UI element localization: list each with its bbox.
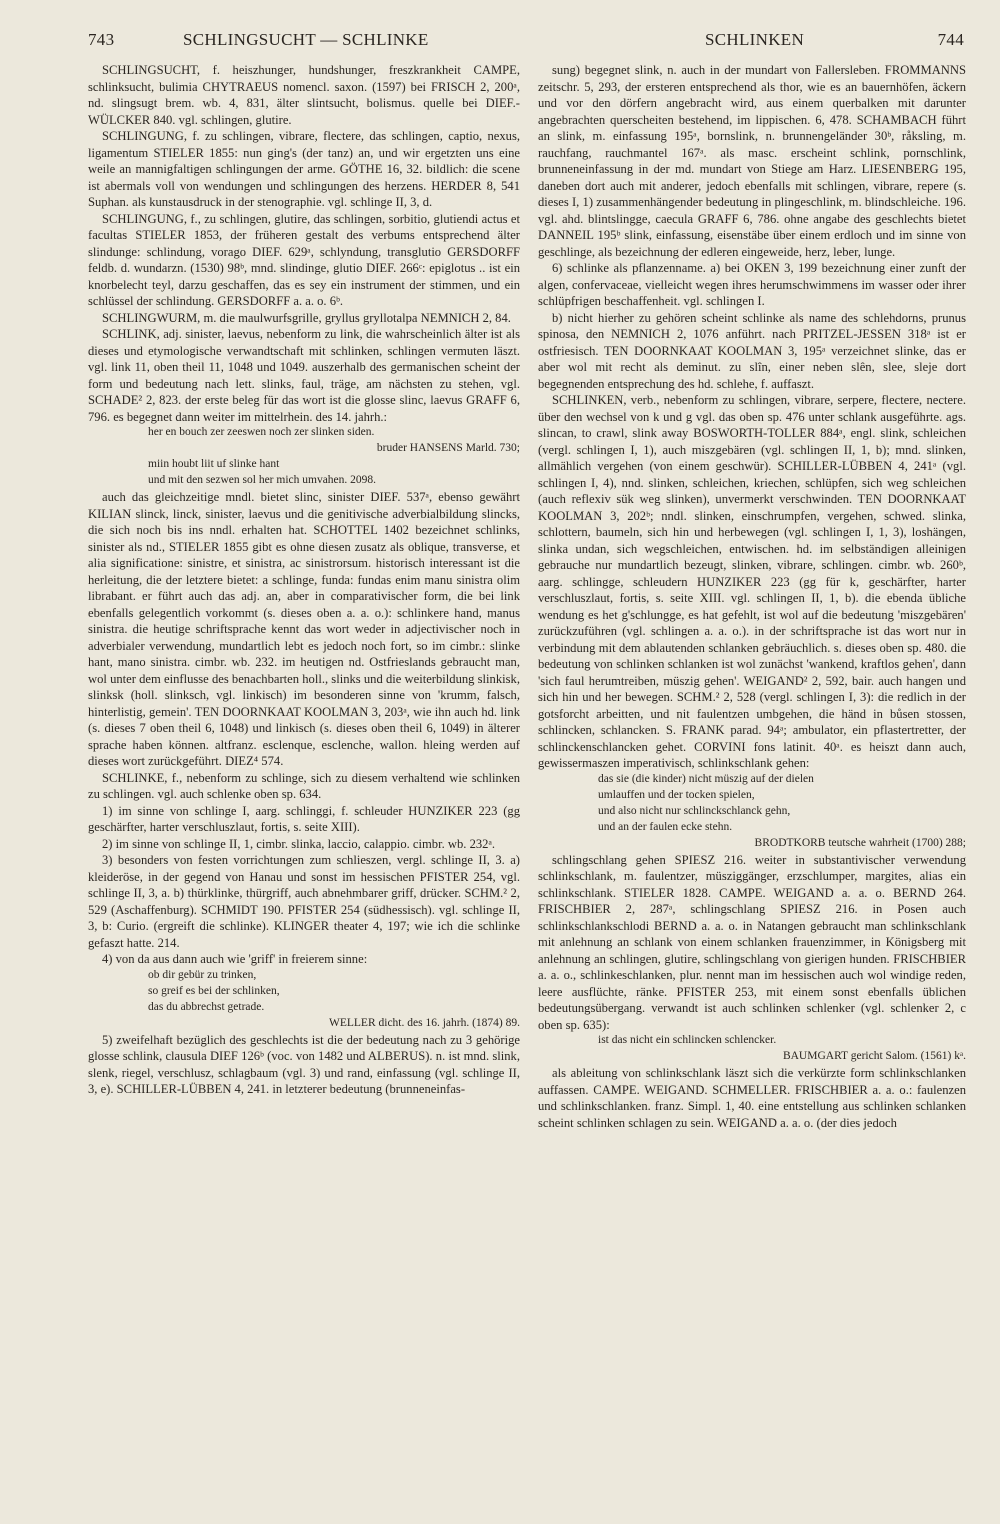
quote-line: ist das nicht ein schlincken schlencker. — [598, 1034, 777, 1046]
quote-source: BRODTKORB teutsche wahrheit (1700) 288; — [754, 836, 966, 849]
right-column — [538, 62, 966, 1502]
entry-schlinken: SCHLINKEN, verb., nebenform zu schlingen, vibrare, serpere, flectere, nectere. über den wechsel von k und g vgl. das oben sp. 476 unter schlank ausgeführte. ags. slincan, to crawl, slink away BOSWORTH-TOLLER 884ᵃ, engl. slink, schleichen (vergl. schlingen I, 1), auch miszgebären (vgl. schlingen II, 1, b); mnd. slinken, allmählich vergehen (von einem geschwür). SCHILLER-LÜBBEN 4, 241ᵃ (vgl. schlingen I, 4), nnd. slinken, schleichen, kriechen, schlüpfen, sich weg schleichen (auch reflexiv sük weg slinken), unvermerkt verschwinden. TEN DOORNKAAT KOOLMAN 3, 202ᵇ; nndl. slinken, einschrumpfen, vergehen, schwed. slinka, schlottern, baumeln, sich hin und herbewegen (vgl. schlingen I, 1, 3), loshängen, slinka undan, sich wegschleichen, entwischen. hd. im selbständigen alleinigen gebrauche nur mundartlich bezeugt, slinken, vibrare, schlingen. cimbr. wb. 260ᵇ, aarg. schlingge, schleudern HUNZIKER 223 (gg für k, geschärfter, harter verschluszlaut, fortis, s. seite XIII. vgl. schlingen II, 1, b). die ebenda übliche wendung es het g'schlungge, es hat gefehlt, ist wol auf die bedeutung 'miszgebären' zurückzuführen (vgl. schlingen a. a. o.). in der schriftsprache ist das wort nur in verbindung mit dem ablautenden schlanken gebräuchlich. s. dieses oben sp. 480. die bedeutung von schlinken schlanken ist wol zunächst 'wankend, kraftlos gehen', dann 'sich faul herumtreiben, müszig gehen'. WEIGAND² 2, 592, bair. auch hangen und sich hin und her bewegen. SCHM.² 2, 528 (vergl. schlingen I, 3): die redlich in der gotsforcht arbeitten, und nit faulentzen umbgehen, die händ in bůsen stossen, schlincken, schlancken. S. FRANK parad. 94ᵃ; ambulator, ein pflastertretter, der schlinckenschlancken gehet. CORVINI fons latinit. 40ᵃ. es heiszt dann auch, gewissermaszen imperativisch, schlinkschlank gehen: — [538, 393, 966, 770]
entry-schlingwurm: SCHLINGWURM, m. die maulwurfsgrille, gryllus gryllotalpa NEMNICH 2, 84. — [102, 310, 511, 325]
entry-schlinken-end: als ableitung von schlinkschlank läszt sich die verkürzte form schlinkschlanken auffassen. CAMPE. WEIGAND. SCHMELLER. FRISCHBIER a. a. o.: faulenzen und schlinkschlanken. franz. Simpl. 1, 40. eine entstellung aus schlinken schlanken scheint schlinken schlagen zu sein. WEIGAND a. a. o. (der dies jedoch — [538, 1066, 966, 1130]
entry-schlingsucht: SCHLINGSUCHT, f. heiszhunger, hundshunger, freszkrankheit CAMPE, schlinksucht, bulimia CHYTRAEUS nomencl. saxon. (1597) bei FRISCH 2, 200ᵃ, nd. slingsugt brem. wb. 4, 831, älter slintsucht, bolismus. quelle bei DIEF.-WÜLCKER 840. vgl. schlingen, glutire. — [88, 63, 520, 127]
quote-source: WELLER dicht. des 16. jahrh. (1874) 89. — [329, 1016, 520, 1029]
quote-line: miin houbt liit uf slinke hant — [148, 458, 280, 470]
entry-schlinken-continued: schlingschlang gehen SPIESZ 216. weiter in substantivischer verwendung schlinkschlank, m. faulentzer, müsziggänger, erzschlumper, margites, alias ein schlinkschlank. STIELER 1828. CAMPE. WEIGAND a. a. o. BERND 264. FRISCHBIER 2, 287ᵃ, schlingschlang SPIESZ 216. in Posen auch schlinkschlankschlodi BERND a. a. o. in Natangen gebraucht man schlinkschlank mit anlehnung an schlank von einem schlanken frauenzimmer, in Königsberg mit anlehnung an schlingen, glutire, schlingschlang von gierigen hunden. FRISCHBIER a. a. o., schlinkeschlanken, plur. nennt man im hessischen auch wol windige reden, leere ausflüchte, ränke. PFISTER 253, mit einem sonst ebenfalls üblichen bedeutungsübergang. verwandt ist auch schlinken schlenker (vgl. schlenker 2, c oben sp. 635): — [538, 852, 966, 1032]
page-number-left: 743 — [88, 30, 115, 49]
quote-line: her en bouch zer zeeswen noch zer slinken siden. — [148, 426, 375, 438]
page-number-right: 744 — [937, 30, 964, 49]
quote-line: und an der faulen ecke stehn. — [598, 820, 733, 833]
quote-line: und mit den sezwen sol her mich umvahen. 2098. — [148, 474, 377, 486]
sense-5: 5) zweifelhaft bezüglich des geschlechts ist die der bedeutung nach zu 3 gehörige glosse schlink, clausula DIEF 126ᵇ (voc. von 1482 und ALBERUS). n. ist mnd. slink, slenk, riegel, verschlusz, schlagbaum (vgl. 3) und rand, einfassung (vgl. schlinge II, 3, e). SCHILLER-LÜBBEN 4, 241. in letzterer bedeutung (brunneneinfas- — [88, 1032, 520, 1096]
sense-6b: b) nicht hierher zu gehören scheint schlinke als name des schlehdorns, prunus spinosa, den NEMNICH 2, 1076 anführt. nach PRITZEL-JESSEN 318ᵃ ist er ostfriesisch. TEN DOORNKAAT KOOLMAN 3, 195ᵃ verzeichnet slinke, das er aber wol mit recht als deminut. zu slîn, einer neben slên, slee, sleje dort begegnenden entsprechung des hd. schlehe, f. auffaszt. — [538, 310, 966, 391]
quote-line: und also nicht nur schlinckschlanck gehn, — [598, 804, 791, 817]
running-title-right: SCHLINKEN — [705, 30, 805, 49]
quote-line: ob dir gebür zu trinken, — [148, 968, 257, 981]
entry-schlink: SCHLINK, adj. sinister, laevus, nebenform zu link, die wahrscheinlich älter ist als dieses und etymologische verwandtschaft mit schlinken, schlingen vermuten läszt. vgl. link 11, oben theil 11, 1048 und 1049. auszerhalb des germanischen scheint der form und bedeutung nach lett. slinks, faul, träge, am nächsten zu stehen, vgl. SCHADE² 2, 823. der erste beleg für das wort ist die glosse slinc, laevus GRAFF 6, 796. es begegnet dann weiter im mittelrhein. des 14. jahrh.: — [88, 327, 520, 424]
entry-schlinke: SCHLINKE, f., nebenform zu schlinge, sich zu diesem verhaltend wie schlinken zu schlingen. vgl. auch schlenke oben sp. 634. — [88, 770, 520, 801]
page-header-right — [540, 30, 964, 56]
sense-1: 1) im sinne von schlinge I, aarg. schlinggi, f. schleuder HUNZIKER 223 (gg geschärfter, harter verschluszlaut, fortis, s. seite XIII). — [88, 803, 520, 834]
entry-schlingung-1: SCHLINGUNG, f. zu schlingen, vibrare, flectere, das schlingen, captio, nexus, ligamentum STIELER 1855: nun ging's (der tanz) an, und wir ergetzten uns eine weile an mannigfaltigen schlingungen der arme. GÖTHE 16, 32. bildlich: die scene ist abermals voll von wendungen und schlingungen des herzens. HERDER 8, 541 Suphan. als kunstausdruck in der stenographie. vgl. schlinge II, 3, d. — [88, 129, 520, 209]
page-header-left — [88, 30, 518, 56]
left-column — [88, 62, 520, 1502]
sense-4: 4) von da aus dann auch wie 'griff' in freierem sinne: — [102, 952, 368, 966]
quote-line: das sie (die kinder) nicht müszig auf der dielen — [598, 772, 814, 785]
entry-schlingung-2: SCHLINGUNG, f., zu schlingen, glutire, das schlingen, sorbitio, glutiendi actus et facultas STIELER 1853, der früheren gestalt des verbums entsprechend älter slindunge: schlindung, vorago DIEF. 629ᵃ, schlyndung, transglutio GERSDORFF feldb. d. wundarzn. (1530) 98ᵇ, mnd. slindinge, glutio DIEF. 266ᶜ: epiglotus .. ist ein knorbelecht teyl, darzu geschaffen, das es sey ein instrument der stimmen, und ein schlüssel der schlindung. GERSDORFF a. a. o. 6ᵇ. — [88, 211, 520, 308]
quote-source: bruder HANSENS Marld. 730; — [376, 442, 520, 454]
running-title-left: SCHLINGSUCHT — SCHLINKE — [183, 30, 429, 49]
quote-line: umlauffen und der tocken spielen, — [598, 788, 755, 801]
quote-source: BAUMGART gericht Salom. (1561) kᵃ. — [782, 1050, 966, 1062]
sense-2: 2) im sinne von schlinge II, 1, cimbr. slinka, laccio, calappio. cimbr. wb. 232ᵃ. — [102, 836, 496, 851]
sense-3: 3) besonders von festen vorrichtungen zum schlieszen, vergl. schlinge II, 3. a) kleideröse, in der gegend von Hanau und sonst im hessischen PFISTER 254, vgl. schlinge II, 3, a. b) thürklinke, thürgriff, auch abnehmbarer griff, drücker. SCHM.² 2, 529 (Aschaffenburg). SCHMIDT 190. PFISTER 254 (südhessisch). vgl. schlinge II, 3, b: Curio. (ergreift die schlinke). KLINGER theater 4, 197; wie ich die schlinke gefaszt hatte. 214. — [88, 853, 520, 950]
sense-6: 6) schlinke als pflanzenname. a) bei OKEN 3, 199 bezeichnung einer zunft der algen, confervaceae, vielleicht wegen ihres herumschwimmens im wasser oder ihrer schlüpfrigen beschaffenheit. vgl. schlingen I. — [538, 261, 966, 308]
sense-5-continued: sung) begegnet slink, n. auch in der mundart von Fallersleben. FROMMANNS zeitschr. 5, 293, der ersteren entsprechend als thor, wie es an bauernhöfen, äckern und vor den dörfern angebracht wird, aus einem querbalken mit darunter angebrachten querscheiten bestehend, im lippischen. 6, 478. SCHAMBACH führt an slink, m. einfassung 195ᵃ, bornslink, n. brunnengeländer 30ᵇ, råksling, m. rauchfang, rauchmantel 167ᵃ. als masc. erscheint schlink, pornschlink, brunneneinfassung in der md. mundart von Stiege am Harz. LIESENBERG 195, daneben dort auch mit anderer, jedoch ebenfalls mit schlingen, vibrare, repere (s. dieses I, 1) zusammenhängender bedeutung in plingeschlink, m. blindschleiche. 196. vgl. ahd. blintslingge, caecula GRAFF 6, 786. ohne angabe des geschlechts bietet DANNEIL 195ᵇ slink, einfassung, eisenstäbe über einem erdloch und im sinne von geschlinge, als bezeichnung der edleren eingeweide, herz, leber, lunge. — [538, 63, 966, 259]
quote-line: so greif es bei der schlinken, — [148, 984, 280, 997]
entry-schlink-continued: auch das gleichzeitige mndl. bietet slinc, sinister DIEF. 537ᵃ, ebenso gewährt KILIAN slinck, linck, sinister, laevus und die genitivische adverbialbildung slincks, die sich noch bis ins nndl. erhalten hat. SCHOTTEL 1402 bezeichnet schlinks, sinister als nd., STIELER 1855 gibt es ohne diesen zusatz als oblique, transverse, et alia significatione: sinistre, et sinistra, ac sinistrorsum. historisch interessant ist die herleitung, die der letztere bietet: a schlinge, funda: fundas enim manu sinistra olim librabant. er führt auch das adj. an, aber in comparativischer form, die bei link ebenfalls gelegentlich vorkommt (s. dieses oben a. a. o.): schlinkere hand, manus sinistra. die heutige schriftsprache kennt das wort weder in adjectivischer noch in adverbialer verwendung, mundartlich lebt es jedoch noch fort, so im cimbr.: slinke hant, mano sinistra. cimbr. wb. 232. im heutigen nd. Ostfrieslands gebraucht man, wol unter dem einflusse des benachbarten holl., slinks und die weiterbildung slinkisk, slinksk (holl. slinksch, vgl. linkisch) im besonderen sinne von 'krumm, falsch, hinterlistig, gemein'. TEN DOORNKAAT KOOLMAN 3, 203ᵃ, wie ihn auch hd. link (s. dieses 7 oben theil 6, 1048) und linkisch (s. dieses oben theil 6, 1049) in älterer sprache haben können. altfranz. esclenque, esclenche, wallon. hleing werden auf dieses wort zurückgeführt. DIEZ⁴ 574. — [88, 490, 520, 768]
quote-line: das du abbrechst getrade. — [148, 1000, 265, 1013]
